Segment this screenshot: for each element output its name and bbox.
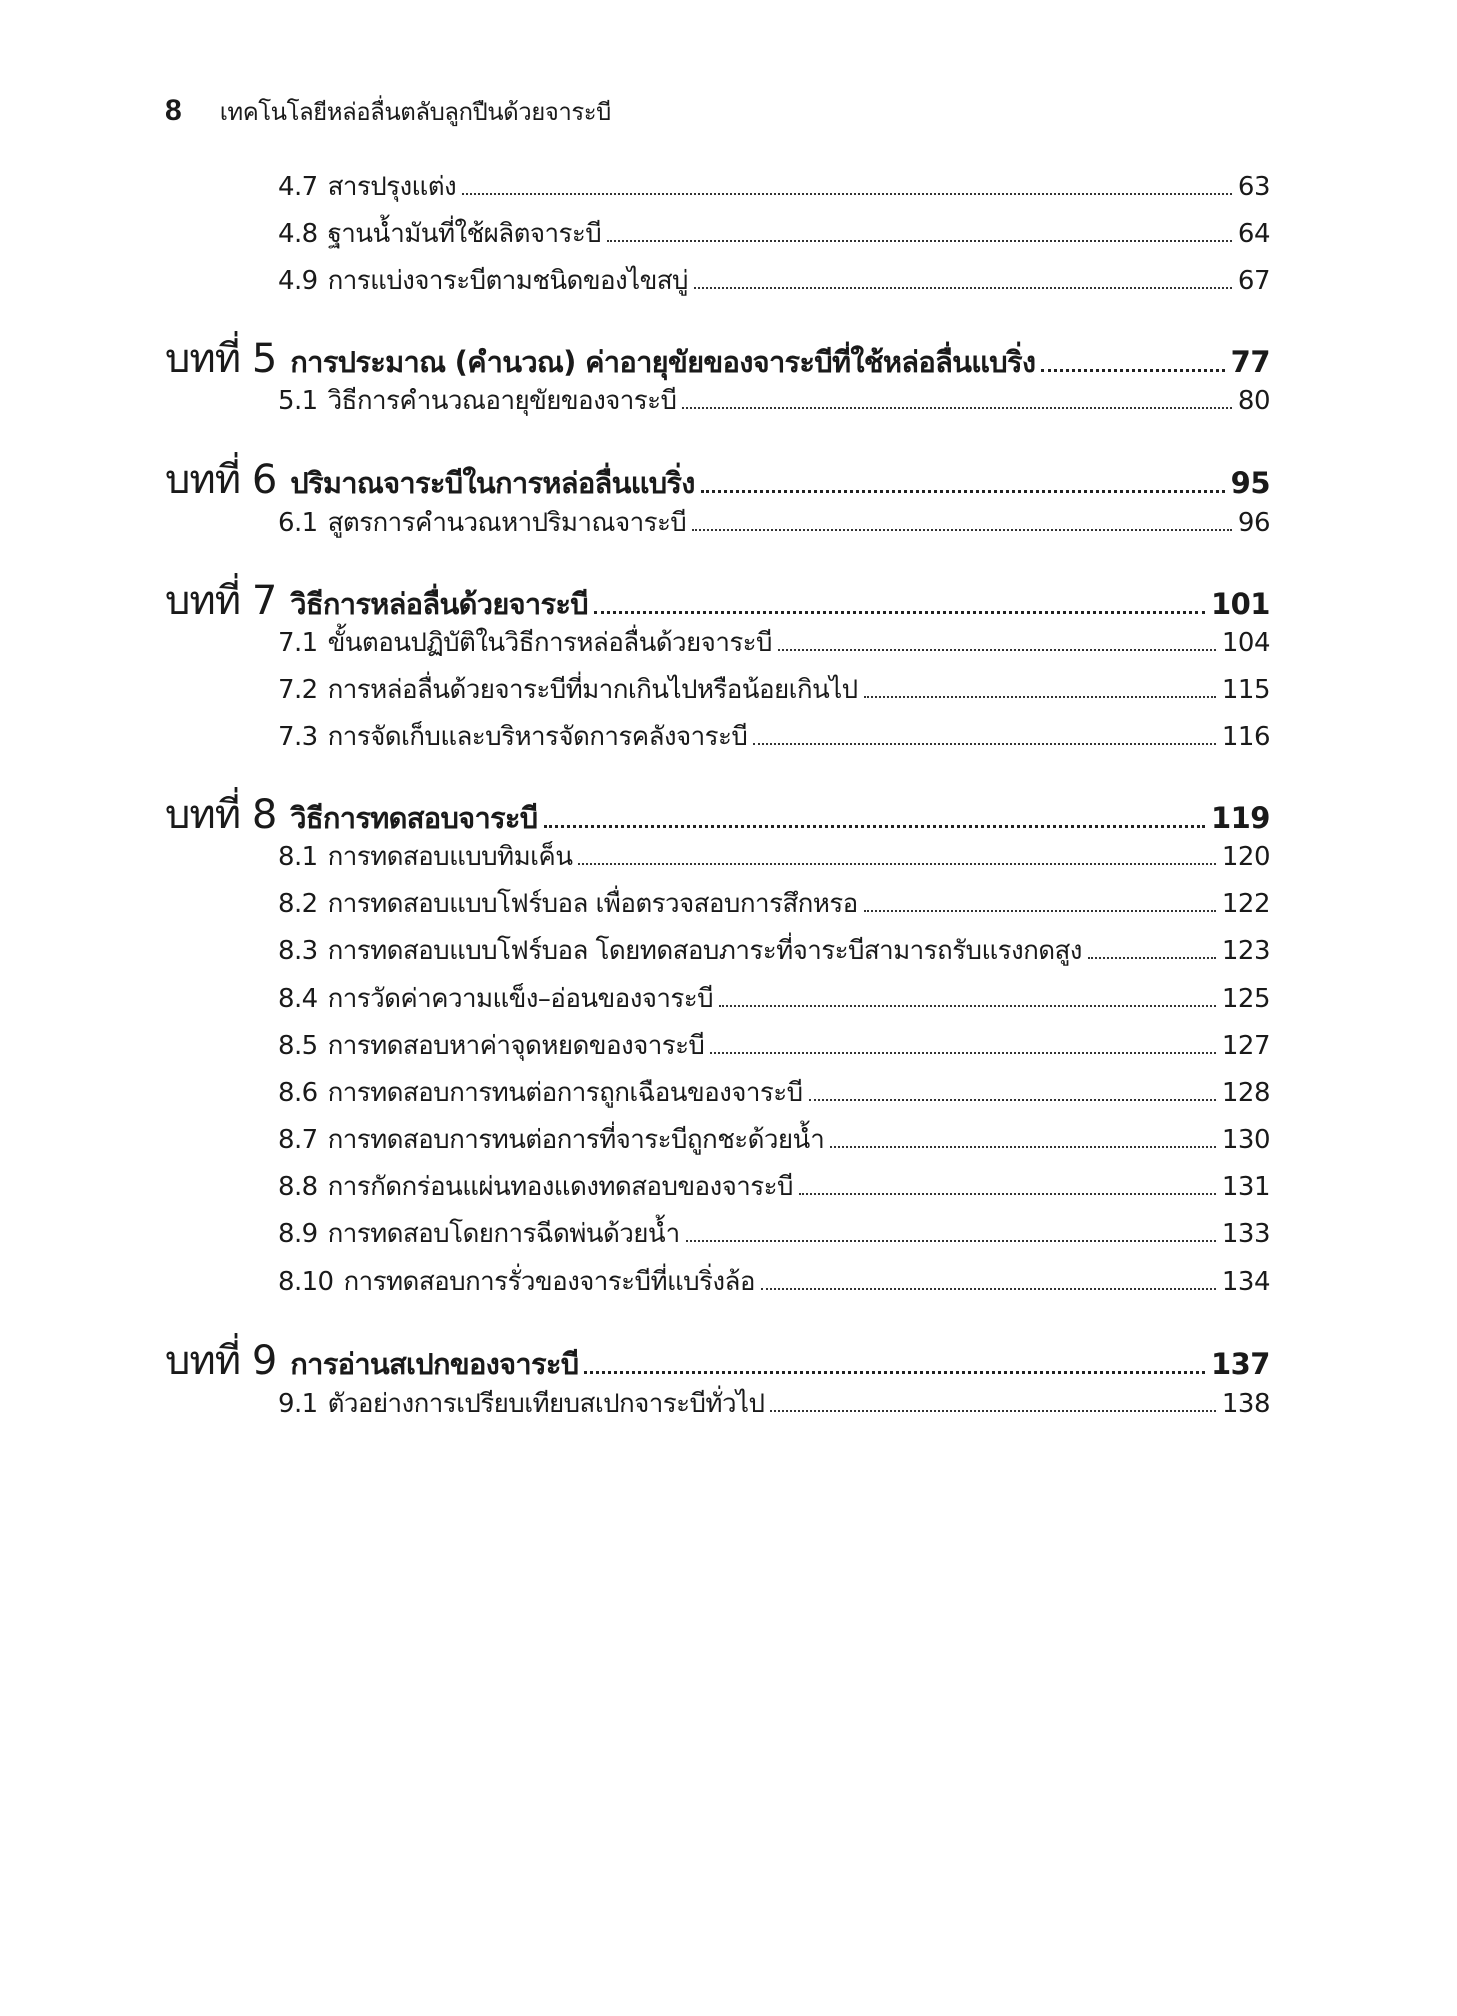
section-title: การหล่อลื่นด้วยจาระบีที่มากเกินไปหรือน้อยเกินไป — [327, 675, 858, 705]
dot-leader — [694, 287, 1232, 289]
section-title: การทดสอบแบบโฟร์บอล โดยทดสอบภาระที่จาระบีสามารถรับแรงกดสูง — [327, 936, 1082, 966]
dot-leader — [809, 1099, 1216, 1101]
dot-leader — [701, 490, 1225, 493]
toc-entry-6-1 — [278, 502, 1270, 543]
dot-leader — [799, 1193, 1216, 1195]
chapter-title: การอ่านสเปกของจาระบี — [290, 1347, 579, 1381]
dot-leader — [770, 1410, 1216, 1412]
toc-entry-8-5 — [278, 1025, 1270, 1066]
section-number: 4.7 — [278, 172, 318, 202]
dot-leader — [682, 407, 1231, 409]
chapter-title: วิธีการทดสอบจาระบี — [290, 801, 538, 835]
book-title: เทคโนโลยีหล่อลื่นตลับลูกปืนด้วยจาระบี — [219, 98, 611, 126]
dot-leader — [692, 529, 1232, 531]
toc-entry-8-7 — [278, 1119, 1270, 1160]
dot-leader — [753, 743, 1216, 745]
section-title: การทดสอบโดยการฉีดพ่นด้วยน้ำ — [327, 1219, 680, 1249]
section-number: 4.9 — [278, 266, 318, 296]
dot-leader — [719, 1005, 1216, 1007]
section-title: การทดสอบแบบทิมเค็น — [327, 842, 573, 872]
toc-entry-8-6 — [278, 1072, 1270, 1113]
page-ref: 128 — [1221, 1078, 1270, 1108]
page-ref: 122 — [1221, 889, 1270, 919]
dot-leader — [1088, 957, 1216, 959]
page-ref: 96 — [1237, 508, 1270, 538]
dot-leader — [584, 1371, 1204, 1374]
page-ref: 104 — [1221, 628, 1270, 658]
chapter-label: บทที่ 9 — [165, 1338, 277, 1384]
section-number: 8.9 — [278, 1219, 318, 1249]
section-number: 9.1 — [278, 1389, 318, 1419]
dot-leader — [864, 910, 1216, 912]
chapter-title: การประมาณ (คำนวณ) ค่าอายุขัยของจาระบีที่ใช้หล่อลื่นแบริ่ง — [290, 345, 1036, 379]
section-number: 6.1 — [278, 508, 318, 538]
section-title: การทดสอบการทนต่อการที่จาระบีถูกชะด้วยน้ำ — [327, 1125, 825, 1155]
dot-leader — [544, 825, 1205, 828]
section-number: 7.1 — [278, 628, 318, 658]
section-title: การวัดค่าความแข็ง–อ่อนของจาระบี — [327, 984, 714, 1014]
toc-entry-4-7 — [278, 166, 1270, 207]
page-number: 8 — [165, 94, 182, 127]
page-ref: 95 — [1230, 466, 1270, 500]
page-ref: 77 — [1230, 345, 1270, 379]
dot-leader — [1041, 369, 1224, 372]
page-ref: 123 — [1221, 936, 1270, 966]
chapter-title: วิธีการหล่อลื่นด้วยจาระบี — [290, 587, 588, 621]
toc-entry-8-3 — [278, 930, 1270, 971]
dot-leader — [578, 863, 1215, 865]
page-ref: 137 — [1210, 1347, 1270, 1381]
chapter-label: บทที่ 6 — [165, 457, 277, 503]
page-ref: 64 — [1237, 219, 1270, 249]
toc-entry-8-4 — [278, 978, 1270, 1019]
section-number: 8.5 — [278, 1031, 318, 1061]
section-title: การกัดกร่อนแผ่นทองแดงทดสอบของจาระบี — [327, 1172, 793, 1202]
dot-leader — [594, 611, 1205, 614]
page-ref: 67 — [1237, 266, 1270, 296]
page-ref: 101 — [1210, 587, 1270, 621]
section-number: 8.6 — [278, 1078, 318, 1108]
dot-leader — [778, 649, 1216, 651]
dot-leader — [686, 1240, 1216, 1242]
toc-entry-8-1 — [278, 836, 1270, 877]
section-title: การทดสอบการรั่วของจาระบีที่แบริ่งล้อ — [343, 1267, 755, 1297]
dot-leader — [761, 1288, 1216, 1290]
page-ref: 134 — [1221, 1267, 1270, 1297]
section-number: 8.4 — [278, 984, 318, 1014]
page-ref: 133 — [1221, 1219, 1270, 1249]
page-ref: 130 — [1221, 1125, 1270, 1155]
dot-leader — [830, 1146, 1216, 1148]
section-title: การทดสอบหาค่าจุดหยดของจาระบี — [327, 1031, 705, 1061]
section-number: 8.7 — [278, 1125, 318, 1155]
toc-entry-9-1 — [278, 1383, 1270, 1424]
dot-leader — [864, 696, 1216, 698]
page-ref: 119 — [1210, 801, 1270, 835]
toc-entry-4-9 — [278, 260, 1270, 301]
dot-leader — [607, 240, 1232, 242]
chapter-label: บทที่ 8 — [165, 792, 277, 838]
section-title: การทดสอบแบบโฟร์บอล เพื่อตรวจสอบการสึกหรอ — [327, 889, 858, 919]
section-title: การจัดเก็บและบริหารจัดการคลังจาระบี — [327, 722, 748, 752]
toc-entry-8-8 — [278, 1166, 1270, 1207]
section-title: การแบ่งจาระบีตามชนิดของไขสบู่ — [327, 266, 688, 296]
toc-entry-7-2 — [278, 669, 1270, 710]
page-ref: 131 — [1221, 1172, 1270, 1202]
section-number: 8.10 — [278, 1267, 334, 1297]
chapter-title: ปริมาณจาระบีในการหล่อลื่นแบริ่ง — [290, 466, 695, 500]
page-ref: 125 — [1221, 984, 1270, 1014]
section-number: 5.1 — [278, 386, 318, 416]
toc-entry-7-3 — [278, 716, 1270, 757]
section-number: 7.3 — [278, 722, 318, 752]
section-number: 4.8 — [278, 219, 318, 249]
toc-entry-8-9 — [278, 1213, 1270, 1254]
dot-leader — [710, 1052, 1216, 1054]
section-title: ขั้นตอนปฏิบัติในวิธีการหล่อลื่นด้วยจาระบี — [327, 628, 772, 658]
section-number: 8.2 — [278, 889, 318, 919]
page-ref: 127 — [1221, 1031, 1270, 1061]
page-ref: 80 — [1237, 386, 1270, 416]
section-number: 8.1 — [278, 842, 318, 872]
page-ref: 63 — [1237, 172, 1270, 202]
page-ref: 116 — [1221, 722, 1270, 752]
section-title: การทดสอบการทนต่อการถูกเฉือนของจาระบี — [327, 1078, 803, 1108]
section-number: 8.3 — [278, 936, 318, 966]
section-title: วิธีการคำนวณอายุขัยของจาระบี — [327, 386, 677, 416]
toc-entry-8-10 — [278, 1261, 1270, 1302]
toc-entry-7-1 — [278, 622, 1270, 663]
page-ref: 138 — [1221, 1389, 1270, 1419]
page-ref: 115 — [1221, 675, 1270, 705]
page-ref: 120 — [1221, 842, 1270, 872]
section-title: ฐานน้ำมันที่ใช้ผลิตจาระบี — [327, 219, 602, 249]
section-number: 8.8 — [278, 1172, 318, 1202]
dot-leader — [462, 193, 1232, 195]
section-title: สูตรการคำนวณหาปริมาณจาระบี — [327, 508, 687, 538]
chapter-label: บทที่ 5 — [165, 336, 277, 382]
toc-entry-8-2 — [278, 883, 1270, 924]
chapter-label: บทที่ 7 — [165, 578, 277, 624]
toc-entry-5-1 — [278, 380, 1270, 421]
section-title: ตัวอย่างการเปรียบเทียบสเปกจาระบีทั่วไป — [327, 1389, 765, 1419]
section-title: สารปรุงแต่ง — [327, 172, 457, 202]
toc-entry-4-8 — [278, 213, 1270, 254]
section-number: 7.2 — [278, 675, 318, 705]
